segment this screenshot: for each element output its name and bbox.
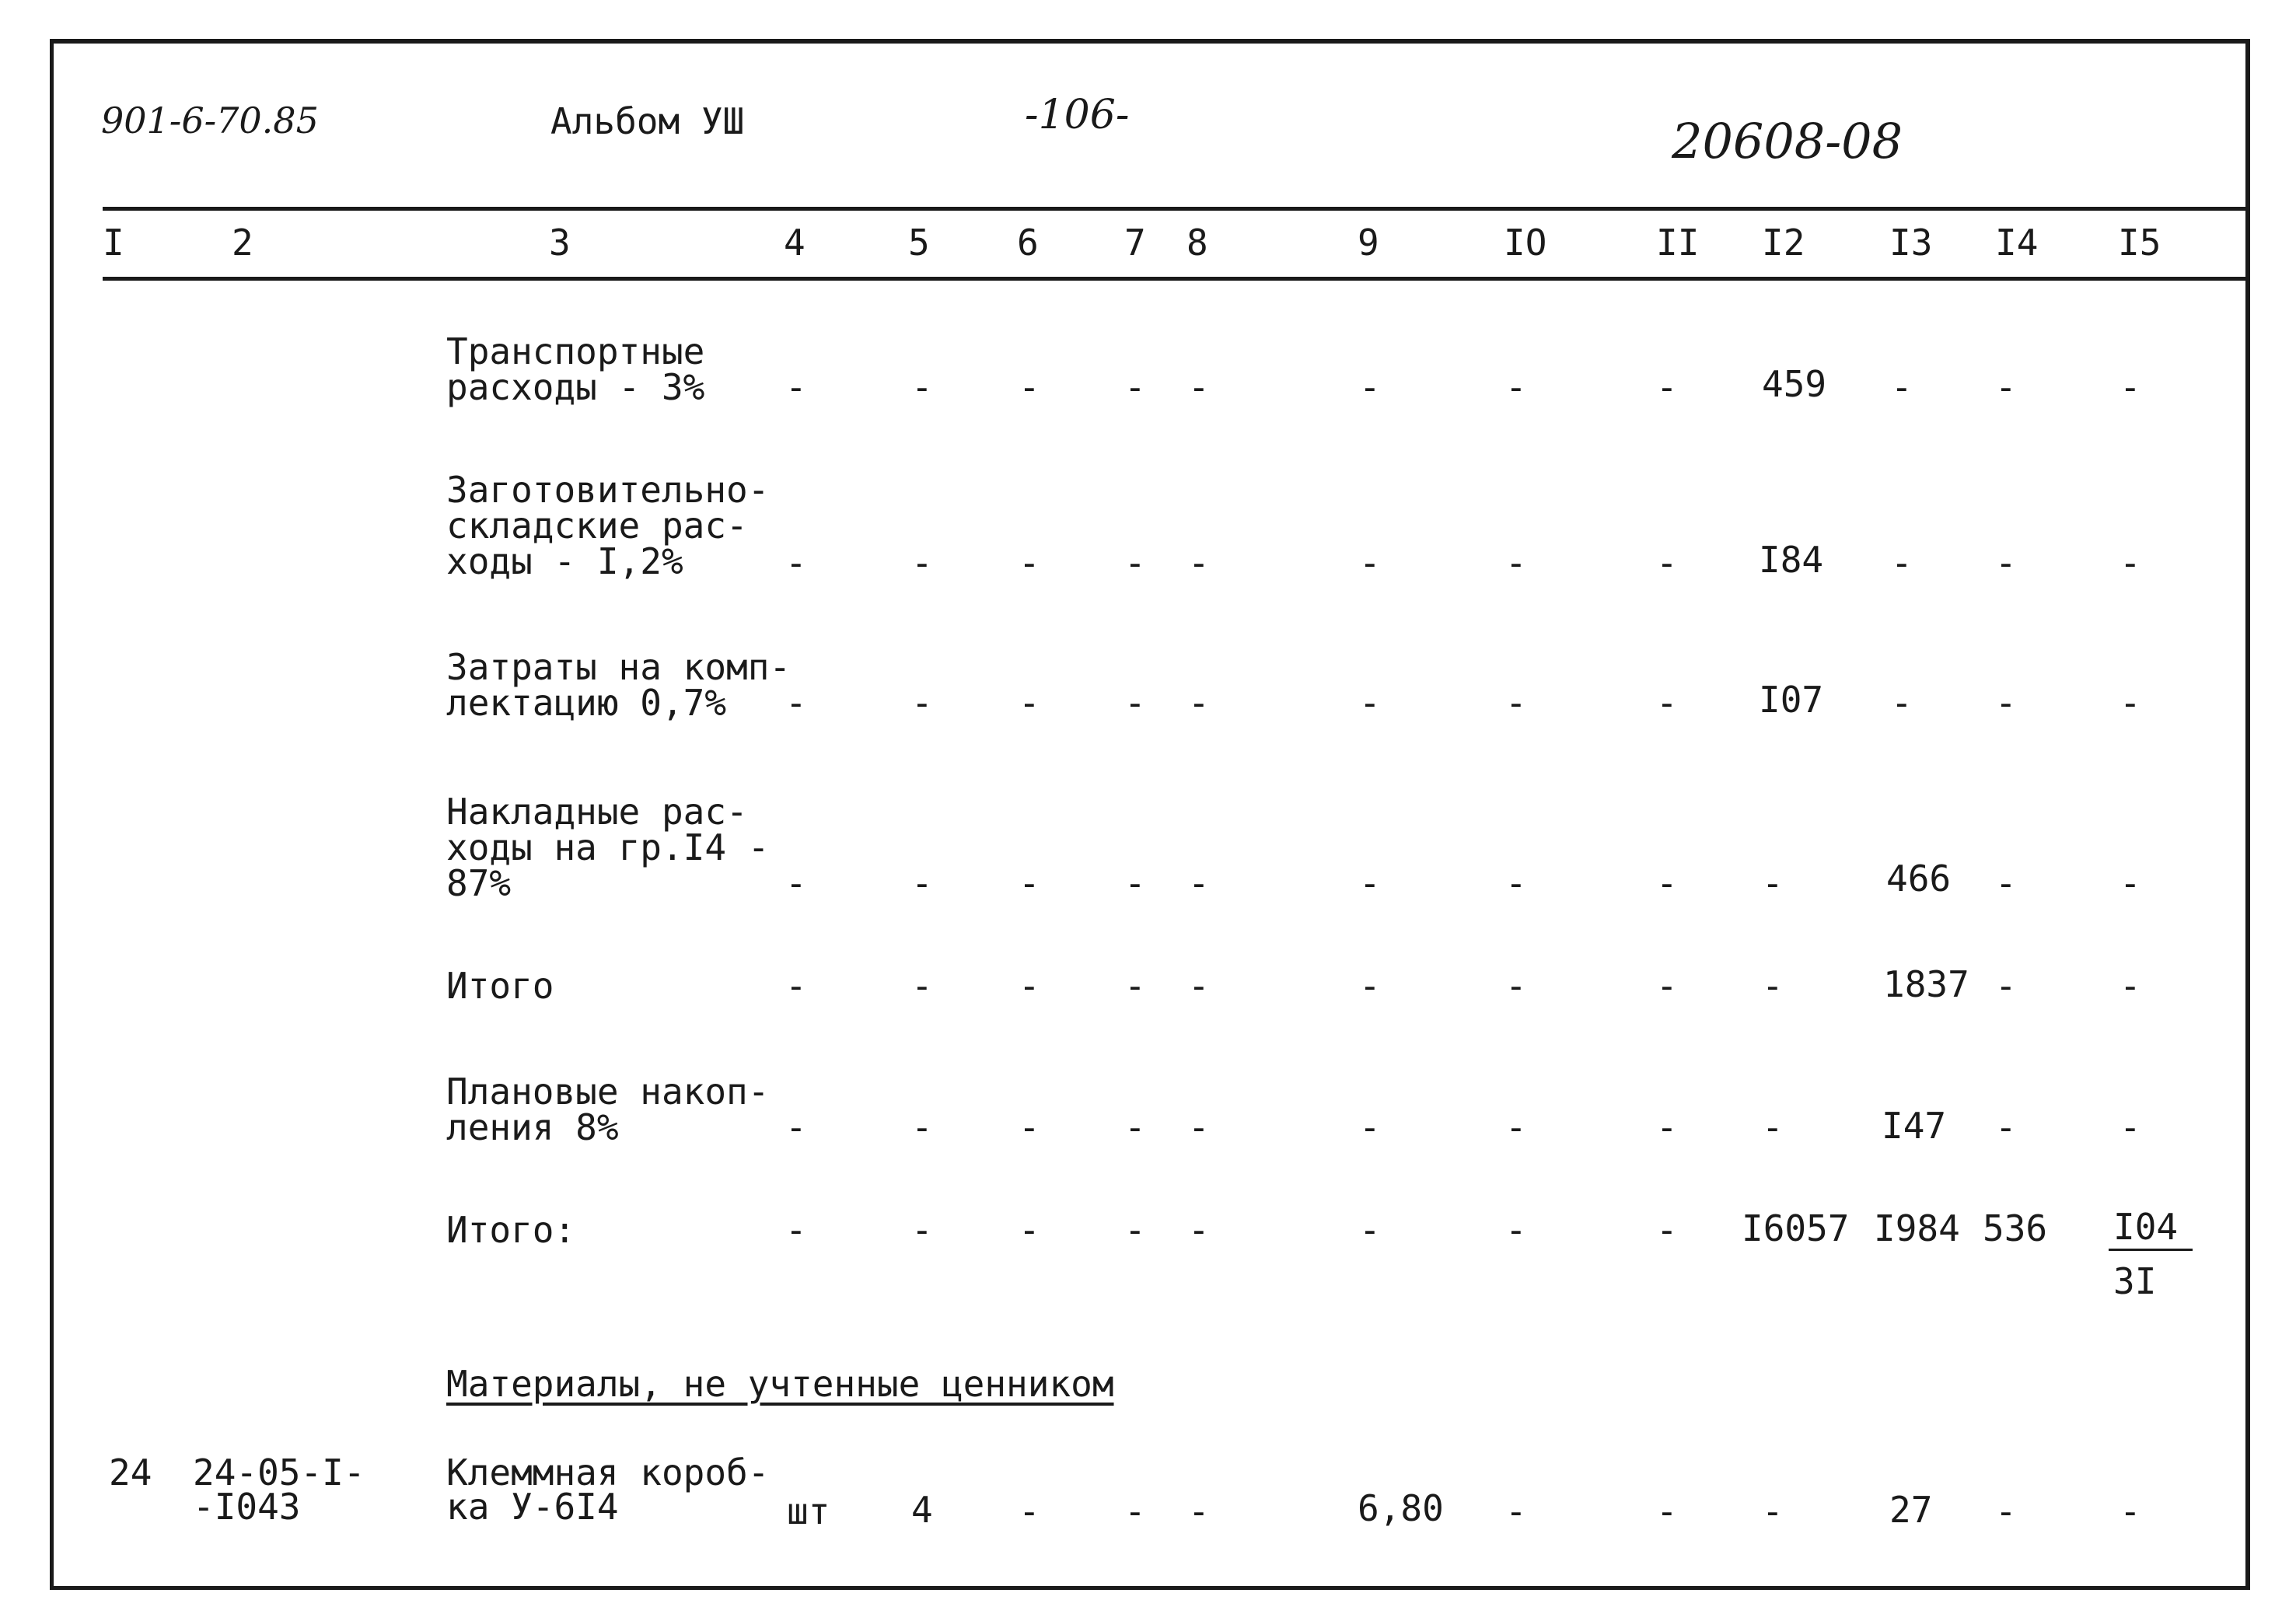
cell-c5: - <box>911 682 933 724</box>
cell-c10: - <box>1505 1106 1527 1148</box>
colnum-15: I5 <box>2118 222 2161 264</box>
page-frame <box>50 39 2250 1590</box>
sheet-code: 20608-08 <box>1672 113 1903 169</box>
fraction-line <box>2109 1249 2193 1251</box>
cell-c6: - <box>1019 1209 1040 1251</box>
cell-c5: 4 <box>911 1489 933 1531</box>
cell-c4: - <box>785 1209 807 1251</box>
cell-c12: - <box>1762 1106 1784 1148</box>
cell-c9: - <box>1359 1106 1381 1148</box>
cell-c4: - <box>785 965 807 1007</box>
cell-c15: - <box>2120 542 2141 584</box>
row-label-line: Затраты на комп- <box>446 646 792 688</box>
cell-c7: - <box>1124 542 1146 584</box>
cell-c11: - <box>1656 366 1678 408</box>
row-label-line: Заготовительно- <box>446 469 770 511</box>
colnum-2: 2 <box>232 222 253 264</box>
cell-c13: I984 <box>1874 1207 1960 1249</box>
cell-c6: - <box>1019 965 1040 1007</box>
row-label-line: Транспортные <box>446 330 705 372</box>
cell-c6: - <box>1019 1490 1040 1532</box>
colnum-10: IO <box>1504 222 1547 264</box>
cell-c15: - <box>2120 965 2141 1007</box>
cell-c9: - <box>1359 862 1381 904</box>
cell-c15: - <box>2120 862 2141 904</box>
cell-c12: - <box>1762 965 1784 1007</box>
cell-c14: - <box>1995 1490 2017 1532</box>
cell-c13: - <box>1891 682 1913 724</box>
cell-c8: - <box>1188 1209 1210 1251</box>
cell-c5: - <box>911 965 933 1007</box>
cell-c14: 536 <box>1983 1207 2048 1249</box>
cell-c8: - <box>1188 1106 1210 1148</box>
cell-c14: - <box>1995 1106 2017 1148</box>
cell-c10: - <box>1505 542 1527 584</box>
cell-c12: I84 <box>1759 539 1824 581</box>
row-label-line: Клеммная короб- <box>446 1452 770 1493</box>
album-title: Альбом УШ <box>550 100 745 142</box>
cell-c11: - <box>1656 965 1678 1007</box>
cell-c5: - <box>911 1209 933 1251</box>
cell-c15: - <box>2120 366 2141 408</box>
cell-c7: - <box>1124 1106 1146 1148</box>
cell-c12: I6057 <box>1742 1207 1850 1249</box>
cell-c4: - <box>785 1106 807 1148</box>
cell-c5: - <box>911 366 933 408</box>
cell-c10: - <box>1505 682 1527 724</box>
cell-c14: - <box>1995 542 2017 584</box>
colnum-4: 4 <box>784 222 806 264</box>
cell-c8: - <box>1188 682 1210 724</box>
cell-c9: 6,80 <box>1358 1487 1444 1529</box>
cell-c9: - <box>1359 542 1381 584</box>
cell-c6: - <box>1019 542 1040 584</box>
cell-c7: - <box>1124 1490 1146 1532</box>
cell-c13: - <box>1891 366 1913 408</box>
cell-c10: - <box>1505 366 1527 408</box>
cell-c4: - <box>785 366 807 408</box>
cell-c12: I07 <box>1759 679 1824 721</box>
cell-c13: 466 <box>1886 858 1952 900</box>
cell-c1: 24 <box>109 1452 152 1493</box>
cell-c5: - <box>911 862 933 904</box>
cell-c9: - <box>1359 682 1381 724</box>
cell-c15-bottom: 3I <box>2113 1260 2157 1302</box>
cell-c14: - <box>1995 682 2017 724</box>
row-label-line: Плановые накоп- <box>446 1071 770 1113</box>
cell-c4: - <box>785 862 807 904</box>
colnum-8: 8 <box>1186 222 1208 264</box>
row-label-line: Накладные рас- <box>446 791 748 833</box>
cell-c6: - <box>1019 862 1040 904</box>
row-label-line: 87% <box>446 862 512 904</box>
cell-c4: - <box>785 682 807 724</box>
cell-c2-line: -I043 <box>193 1486 301 1528</box>
row-label-line: ления 8% <box>446 1106 619 1148</box>
section-title: Материалы, не учтенные ценником <box>446 1363 1114 1405</box>
cell-c15-top: I04 <box>2113 1206 2179 1248</box>
cell-c13: - <box>1891 542 1913 584</box>
cell-c9: - <box>1359 366 1381 408</box>
cell-c11: - <box>1656 1490 1678 1532</box>
cell-c4: шт <box>787 1490 830 1532</box>
row-label-line: Итого: <box>446 1209 576 1251</box>
colnum-6: 6 <box>1017 222 1039 264</box>
cell-c15: - <box>2120 1490 2141 1532</box>
cell-c11: - <box>1656 862 1678 904</box>
cell-c12: - <box>1762 1490 1784 1532</box>
cell-c11: - <box>1656 1209 1678 1251</box>
cell-c9: - <box>1359 965 1381 1007</box>
cell-c15: - <box>2120 682 2141 724</box>
cell-c14: - <box>1995 366 2017 408</box>
colnum-1: I <box>103 222 124 264</box>
colnum-7: 7 <box>1124 222 1146 264</box>
cell-c7: - <box>1124 862 1146 904</box>
cell-c8: - <box>1188 965 1210 1007</box>
page-number: -106- <box>1025 92 1130 138</box>
header-rule-top <box>103 207 2247 211</box>
cell-c12: 459 <box>1762 363 1827 405</box>
cell-c7: - <box>1124 682 1146 724</box>
row-label-line: расходы - 3% <box>446 366 705 408</box>
colnum-9: 9 <box>1358 222 1379 264</box>
doc-code: 901-6-70.85 <box>101 100 319 141</box>
cell-c4: - <box>785 542 807 584</box>
row-label-line: складские рас- <box>446 505 748 547</box>
row-label-line: ходы на гр.I4 - <box>446 826 770 868</box>
cell-c8: - <box>1188 542 1210 584</box>
row-label-line: лектацию 0,7% <box>446 682 727 724</box>
cell-c6: - <box>1019 366 1040 408</box>
colnum-14: I4 <box>1995 222 2039 264</box>
cell-c10: - <box>1505 862 1527 904</box>
colnum-11: II <box>1656 222 1700 264</box>
cell-c14: - <box>1995 862 2017 904</box>
cell-c8: - <box>1188 366 1210 408</box>
colnum-5: 5 <box>908 222 930 264</box>
cell-c15: - <box>2120 1106 2141 1148</box>
colnum-3: 3 <box>549 222 571 264</box>
cell-c6: - <box>1019 682 1040 724</box>
cell-c10: - <box>1505 1490 1527 1532</box>
cell-c11: - <box>1656 542 1678 584</box>
cell-c8: - <box>1188 1490 1210 1532</box>
cell-c13: 27 <box>1889 1489 1933 1531</box>
cell-c11: - <box>1656 682 1678 724</box>
cell-c6: - <box>1019 1106 1040 1148</box>
cell-c9: - <box>1359 1209 1381 1251</box>
header-rule-bottom <box>103 277 2247 281</box>
colnum-13: I3 <box>1889 222 1933 264</box>
cell-c10: - <box>1505 1209 1527 1251</box>
cell-c7: - <box>1124 1209 1146 1251</box>
row-label-line: ка У-6I4 <box>446 1486 619 1528</box>
cell-c7: - <box>1124 366 1146 408</box>
cell-c7: - <box>1124 965 1146 1007</box>
cell-c11: - <box>1656 1106 1678 1148</box>
cell-c14: - <box>1995 965 2017 1007</box>
cell-c5: - <box>911 542 933 584</box>
cell-c12: - <box>1762 862 1784 904</box>
cell-c2-line: 24-05-I- <box>193 1452 365 1493</box>
row-label-line: ходы - I,2% <box>446 540 683 582</box>
cell-c5: - <box>911 1106 933 1148</box>
row-label-line: Итого <box>446 965 554 1007</box>
cell-c13: I47 <box>1882 1105 1947 1147</box>
cell-c10: - <box>1505 965 1527 1007</box>
colnum-12: I2 <box>1762 222 1805 264</box>
cell-c13: 1837 <box>1883 963 1969 1005</box>
cell-c8: - <box>1188 862 1210 904</box>
